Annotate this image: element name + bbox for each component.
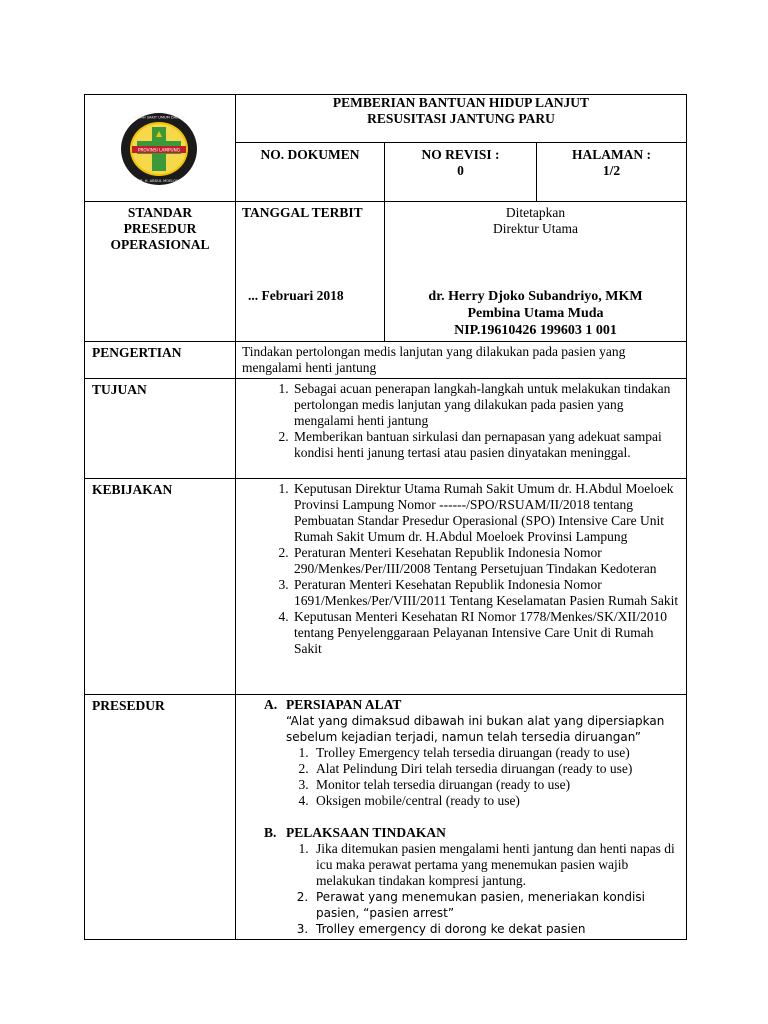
title-line-1: PEMBERIAN BANTUAN HIDUP LANJUT (332, 95, 590, 110)
kebijakan-body (236, 479, 687, 695)
tujuan-list (242, 381, 680, 461)
presedur-body (236, 695, 687, 940)
presedur-section-b (242, 825, 680, 937)
list-item: 4. Oksigen mobile/central (ready to use) (312, 793, 680, 809)
no-revisi-cell (385, 143, 537, 202)
kebijakan-list (242, 481, 680, 657)
ditetapkan-label: Ditetapkan (505, 205, 566, 220)
ditetapkan-cell (385, 202, 687, 342)
logo-bottom-text: DR. H. ABDUL MOELOEK (137, 179, 181, 183)
pelaksanaan-tindakan-list (286, 841, 680, 937)
spo-line-1: STANDAR (127, 205, 193, 220)
document-title (236, 95, 687, 143)
section-title: PELAKSAAN TINDAKAN (286, 825, 446, 840)
signatory-nip: NIP.19610426 199603 1 001 (454, 323, 617, 338)
logo-band-text: PROVINSI LAMPUNG (138, 147, 180, 153)
section-letter: A. (264, 697, 278, 712)
logo-cell (85, 95, 236, 202)
spo-document (84, 94, 686, 940)
no-revisi-value: 0 (457, 163, 464, 178)
section-title: PERSIAPAN ALAT (286, 697, 402, 712)
section-letter: B. (264, 825, 277, 840)
list-item: 1. Trolley Emergency telah tersedia diruangan (ready to use) (312, 745, 680, 761)
tanggal-terbit-value: ... Februari 2018 (248, 288, 344, 303)
list-item: 2. Alat Pelindung Diri telah tersedia diruangan (ready to use) (312, 761, 680, 777)
list-item: 2. Perawat yang menemukan pasien, meneriakan kondisi pasien, “pasien arrest” (312, 889, 680, 921)
list-item: 1. Sebagai acuan penerapan langkah-langkah untuk melakukan tindakan pertolongan medis lanjutan yang dilakukan pada pasien yang mengalami henti jantung (292, 381, 680, 429)
halaman-label: HALAMAN : (571, 147, 652, 162)
list-item: 3. Monitor telah tersedia diruangan (ready to use) (312, 777, 680, 793)
spo-label-cell (85, 202, 236, 342)
logo-top-text: RUMAH SAKIT UMUM DAERAH (132, 115, 186, 120)
no-dokumen-cell (236, 143, 385, 202)
tujuan-label: TUJUAN (85, 379, 236, 479)
list-item: 3. Trolley emergency di dorong ke dekat pasien (312, 921, 680, 937)
kebijakan-label: KEBIJAKAN (85, 479, 236, 695)
hospital-logo (119, 111, 199, 187)
presedur-section-a (242, 697, 680, 809)
signatory-rank: Pembina Utama Muda (467, 306, 604, 321)
pengertian-text: Tindakan pertolongan medis lanjutan yang dilakukan pada pasien yang mengalami henti jantung (236, 342, 687, 379)
jabatan-label: Direktur Utama (492, 221, 579, 236)
presedur-sections (242, 697, 680, 937)
list-item: 1. Keputusan Direktur Utama Rumah Sakit Umum dr. H.Abdul Moeloek Provinsi Lampung Nomor ------/SPO/RSUAM/II/2018 tentang Pembuatan Standar Presedur Operasional (SPO) Intensive Care Unit Rumah Sakit Umum dr. H.Abdul Moeloek Provinsi Lampung (292, 481, 680, 545)
section-note: “Alat yang dimaksud dibawah ini bukan alat yang dipersiapkan sebelum kejadian terjadi, namun telah tersedia diruangan” (286, 714, 665, 744)
list-item: 2. Peraturan Menteri Kesehatan Republik Indonesia Nomor 290/Menkes/Per/III/2008 Tentang Persetujuan Tindakan Kedoteran (292, 545, 680, 577)
halaman-cell (537, 143, 687, 202)
halaman-value: 1/2 (602, 163, 621, 178)
list-item: 2. Memberikan bantuan sirkulasi dan pernapasan yang adekuat sampai kondisi henti janung tertasi atau pasien dinyatakan meninggal. (292, 429, 680, 461)
spo-line-3: OPERASIONAL (110, 237, 210, 252)
signatory-name: dr. Herry Djoko Subandriyo, MKM (428, 289, 643, 304)
no-dokumen-label: NO. DOKUMEN (260, 147, 360, 162)
no-revisi-label: NO REVISI : (421, 147, 500, 162)
list-item: 3. Peraturan Menteri Kesehatan Republik Indonesia Nomor 1691/Menkes/Per/VIII/2011 Tentang Keselamatan Pasien Rumah Sakit (292, 577, 680, 609)
persiapan-alat-list (286, 745, 680, 809)
tanggal-terbit-cell (236, 202, 385, 342)
tanggal-terbit-label: TANGGAL TERBIT (242, 205, 363, 220)
list-item: 1. Jika ditemukan pasien mengalami henti jantung dan henti napas di icu maka perawat pertama yang menemukan pasien wajib melakukan tindakan kompresi jantung. (312, 841, 680, 889)
tujuan-body (236, 379, 687, 479)
signatory-block (385, 288, 686, 339)
presedur-label: PRESEDUR (85, 695, 236, 940)
spo-line-2: PRESEDUR (123, 221, 197, 236)
title-line-2: RESUSITASI JANTUNG PARU (367, 111, 555, 126)
pengertian-label: PENGERTIAN (85, 342, 236, 379)
list-item: 4. Keputusan Menteri Kesehatan RI Nomor 1778/Menkes/SK/XII/2010 tentang Penyelenggaraan Pelayanan Intensive Care Unit di Rumah Sakit (292, 609, 680, 657)
spo-table (84, 94, 687, 940)
